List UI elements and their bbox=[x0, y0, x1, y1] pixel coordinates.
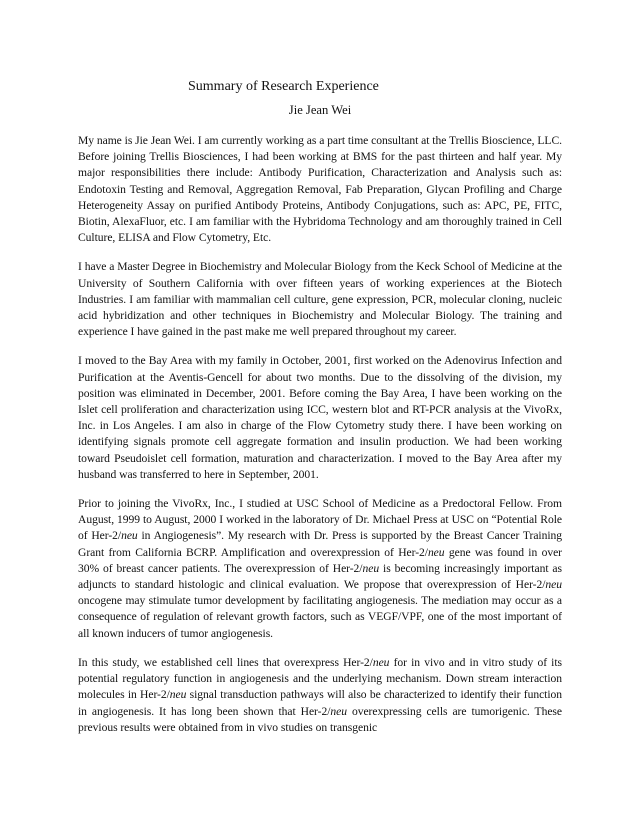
paragraph-5 bbox=[78, 655, 562, 736]
author-name: Jie Jean Wei bbox=[288, 103, 352, 117]
text-run: is becoming increasingly important as adjuncts to standard histologic and clinical evaluation. We propose that overexpression of Her-2/ bbox=[78, 561, 562, 592]
paragraph-2 bbox=[78, 259, 562, 340]
document-title: Summary of Research Experience bbox=[188, 79, 379, 94]
document-page bbox=[78, 78, 562, 749]
italic-term: neu bbox=[372, 655, 390, 669]
text-run: overexpressing cells are tumorigenic. These previous results were obtained from in vivo studies on transgenic bbox=[78, 704, 562, 734]
italic-term: neu bbox=[427, 545, 445, 559]
paragraph-3 bbox=[78, 353, 562, 483]
text-run: In this study, we established cell lines that overexpress Her-2/ bbox=[78, 655, 373, 669]
text-run: My name is Jie Jean Wei. I am currently working as a part time consultant at the Trellis Bioscience, LLC. Before joining Trellis Biosciences, I had been working at BMS for the past thirteen and half year. My major responsibilities there include: Antibody Purification, Characterization and Analysis such as: Endotoxin Testing and Removal, Aggregation Removal, Fab Preparation, Glycan Profiling and Charge Heterogeneity Assay on purified Antibody Proteins, Antibody Conjugations, such as: APC, PE, FITC, Biotin, AlexaFluor, etc. I am familiar with the Hybridoma Technology and am thoroughly trained in Cell Culture, ELISA and Flow Cytometry, Etc. bbox=[78, 134, 562, 245]
italic-term: neu bbox=[545, 578, 562, 592]
text-run: in Angiogenesis”. My research with Dr. Press is supported by the Breast Cancer Training Grant from California BCRP. Amplification and overexpression of Her-2/ bbox=[78, 529, 562, 559]
text-run: I have a Master Degree in Biochemistry and Molecular Biology from the Keck School of Medicine at the University of Southern California with over fifteen years of working experiences at the Biotech Industries. I am familiar with mammalian cell culture, gene expression, PCR, molecular cloning, nucleic acid hybridization and other techniques in Biochemistry and Molecular Biology. The training and experience I have gained in the past make me well prepared throughout my career. bbox=[78, 260, 562, 339]
text-run: for in vivo and in vitro study of its potential regulatory function in angiogenesis and the underlying mechanism. Down stream interaction molecules in Her-2/ bbox=[78, 655, 562, 702]
paragraph-1 bbox=[78, 133, 562, 246]
paragraph-4 bbox=[78, 496, 562, 642]
text-run: signal transduction pathways will also be characterized to identify their function in angiogenesis. It has long been shown that Her-2/ bbox=[78, 688, 563, 718]
text-run: I moved to the Bay Area with my family in October, 2001, first worked on the Adenovirus Infection and Purification at the Aventis-Gencell for about two months. Due to the dissolving of the division, my position was eliminated in December, 2001. Before coming the Bay Area, I have been working on the Islet cell proliferation and characterization using ICC, western blot and RT-PCR analysis at the VivoRx, Inc. in Los Angeles. I am also in charge of the Flow Cytometry study there. I have been working on identifying signals promote cell aggregate formation and insulin production. We had been working toward Pseudoislet cell formation, maturation and characterization. I moved to the Bay Area after my husband was transferred to here in September, 2001. bbox=[78, 354, 562, 481]
text-run: oncogene may stimulate tumor development by facilitating angiogenesis. The mediation may occur as a consequence of regulation of relevant growth factors, such as VEGF/VPF, one of the most important of all known inducers of tumor angiogenesis. bbox=[78, 594, 562, 640]
document-body bbox=[78, 133, 562, 736]
italic-term: neu bbox=[121, 529, 138, 543]
text-run: gene was found in over 30% of breast cancer patients. The overexpression of Her-2/ bbox=[78, 545, 562, 575]
text-run: Prior to joining the VivoRx, Inc., I studied at USC School of Medicine as a Predoctoral Fellow. From August, 1999 to August, 2000 I worked in the laboratory of Dr. Michael Press at USC on “Potential Role of Her-2/ bbox=[78, 497, 562, 543]
italic-term: neu bbox=[330, 704, 347, 718]
italic-term: neu bbox=[169, 688, 187, 702]
italic-term: neu bbox=[362, 561, 380, 575]
